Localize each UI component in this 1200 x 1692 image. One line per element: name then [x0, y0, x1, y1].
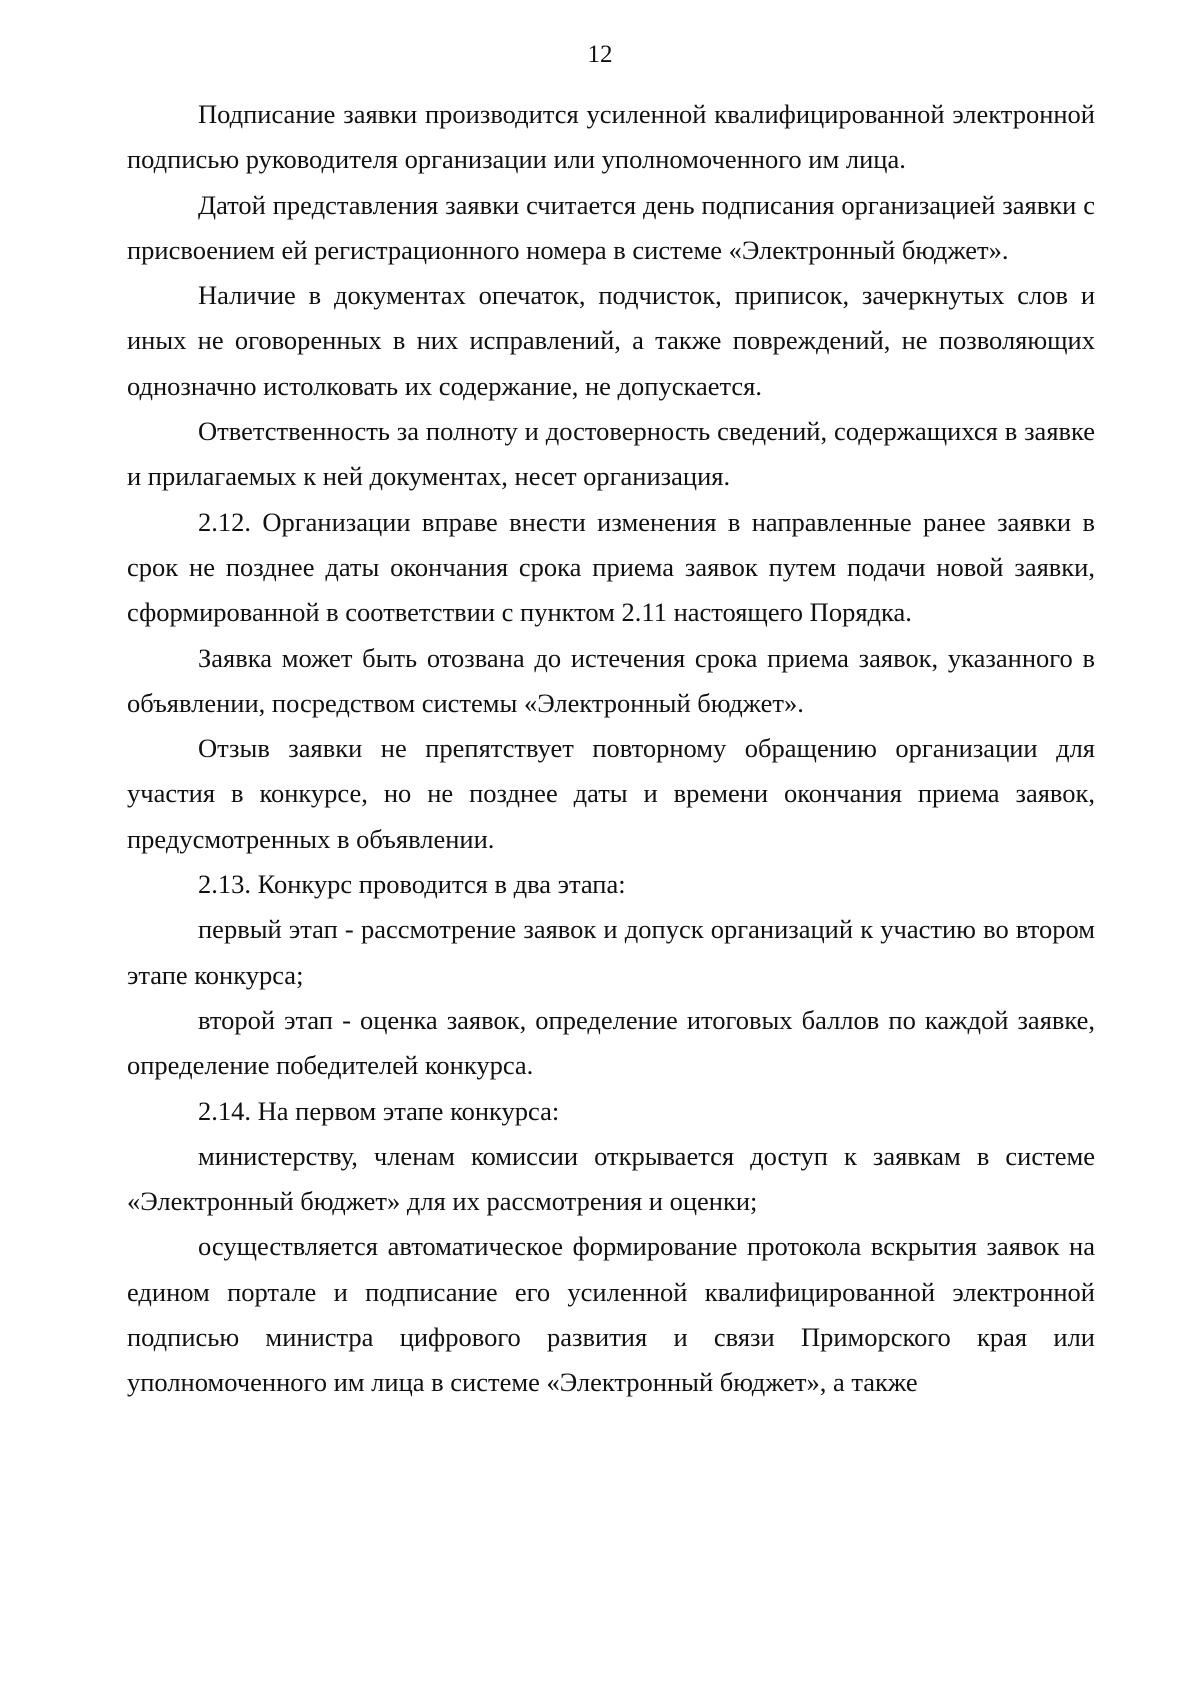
- paragraph-access: министерству, членам комиссии открывается доступ к заявкам в системе «Электронный бюджет» для их рассмотрения и оценки;: [127, 1140, 1095, 1217]
- paragraph-stage-one: первый этап - рассмотрение заявок и допуск организаций к участию во втором этапе конкурса;: [127, 914, 1095, 990]
- paragraph-corrections: Наличие в документах опечаток, подчисток, приписок, зачеркнутых слов и иных не оговоренных в них исправлений, а также повреждений, не позволяющих однозначно истолковать их содержание, не допускается.: [127, 280, 1095, 401]
- paragraph-2-14: 2.14. На первом этапе конкурса:: [198, 1095, 560, 1126]
- page-number: 12: [587, 41, 613, 68]
- paragraph-responsibility: Ответственность за полноту и достоверность сведений, содержащихся в заявке и прилагаемых к ней документах, несет организация.: [127, 416, 1095, 492]
- paragraph-resubmission: Отзыв заявки не препятствует повторному обращению организации для участия в конкурсе, но не позднее даты и времени окончания приема заявок, предусмотренных в объявлении.: [127, 733, 1095, 854]
- paragraph-stage-two: второй этап - оценка заявок, определение итоговых баллов по каждой заявке, определение победителей конкурса.: [127, 1004, 1095, 1081]
- paragraph-withdrawal: Заявка может быть отозвана до истечения срока приема заявок, указанного в объявлении, посредством системы «Электронный бюджет».: [127, 642, 1095, 718]
- body-text: [127, 92, 1095, 1406]
- paragraph-signing: Подписание заявки производится усиленной квалифицированной электронной подписью руководителя организации или уполномоченного им лица.: [127, 99, 1095, 175]
- paragraph-2-12: 2.12. Организации вправе внести изменения в направленные ранее заявки в срок не позднее даты окончания срока приема заявок путем подачи новой заявки, сформированной в соответствии с пунктом 2.11 настоящего Порядка.: [127, 506, 1095, 628]
- paragraph-submission-date: Датой представления заявки считается день подписания организацией заявки с присвоением ей регистрационного номера в системе «Электронный бюджет».: [127, 189, 1095, 265]
- paragraph-2-13: 2.13. Конкурс проводится в два этапа:: [198, 869, 626, 900]
- paragraph-protocol: осуществляется автоматическое формирование протокола вскрытия заявок на едином портале и подписание его усиленной квалифицированной электронной подписью министра цифрового развития и связи Приморского края или уполномоченного им лица в системе «Электронный бюджет», а также: [127, 1231, 1095, 1398]
